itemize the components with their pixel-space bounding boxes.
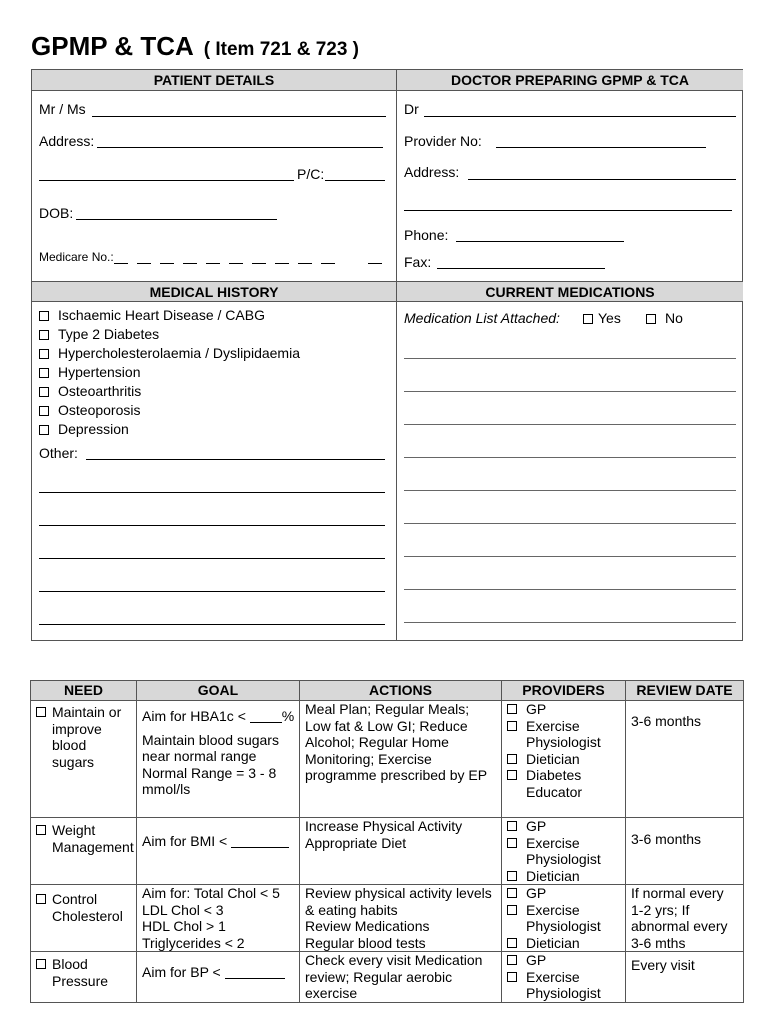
medicare-label: Medicare No.: xyxy=(39,250,114,264)
checkbox[interactable] xyxy=(507,821,517,831)
history-item-osteoarthritis[interactable]: Osteoarthritis xyxy=(39,383,141,399)
dob-field[interactable] xyxy=(76,219,277,220)
history-item-cholesterol[interactable]: Hypercholesterolaemia / Dyslipidaemia xyxy=(39,345,300,361)
table-row xyxy=(31,701,744,818)
other-field[interactable] xyxy=(86,459,385,460)
bp-field[interactable] xyxy=(225,978,285,979)
checkbox[interactable] xyxy=(507,704,517,714)
checkbox[interactable] xyxy=(36,894,46,904)
checkbox[interactable] xyxy=(507,955,517,965)
medication-line[interactable] xyxy=(404,457,736,458)
provider-option[interactable]: GP xyxy=(507,701,620,718)
review-cell: Every visit xyxy=(626,952,744,1003)
phone-field[interactable] xyxy=(456,241,624,242)
medication-line[interactable] xyxy=(404,424,736,425)
providers-cell xyxy=(502,952,626,1003)
goal-cell xyxy=(137,952,300,1003)
table-row xyxy=(31,952,744,1003)
provider-option[interactable]: Diabetes Educator xyxy=(507,767,620,800)
review-cell: 3-6 months xyxy=(626,701,744,818)
medication-line[interactable] xyxy=(404,490,736,491)
checkbox[interactable] xyxy=(39,425,49,435)
provider-option[interactable]: GP xyxy=(507,952,620,969)
doctor-address-line2-field[interactable] xyxy=(404,210,732,211)
history-item-diabetes[interactable]: Type 2 Diabetes xyxy=(39,326,159,342)
form-title-main: GPMP & TCA xyxy=(31,31,194,61)
checkbox[interactable] xyxy=(507,888,517,898)
patient-details-header: PATIENT DETAILS xyxy=(32,70,396,91)
actions-cell: Meal Plan; Regular Meals; Low fat & Low GI; Reduce Alcohol; Regular Home Monitoring; Exercise programme prescribed by EP xyxy=(300,701,502,818)
checkbox[interactable] xyxy=(39,368,49,378)
history-blank-line[interactable] xyxy=(39,591,385,592)
form-title-sub: ( Item 721 & 723 ) xyxy=(203,39,360,60)
provider-option[interactable]: Dietician xyxy=(507,751,620,768)
header-goal: GOAL xyxy=(137,681,300,701)
header-providers: PROVIDERS xyxy=(502,681,626,701)
provider-option[interactable]: GP xyxy=(507,818,620,835)
dob-label: DOB: xyxy=(39,205,74,221)
header-actions: ACTIONS xyxy=(300,681,502,701)
table-header-row xyxy=(31,681,744,701)
checkbox[interactable] xyxy=(39,330,49,340)
details-box xyxy=(31,69,743,641)
checkbox[interactable] xyxy=(39,311,49,321)
patient-address-field[interactable] xyxy=(97,147,383,148)
doctor-address-label: Address: xyxy=(404,164,460,180)
goal-details: Maintain blood sugars near normal range Normal Range = 3 - 8 mmol/ls xyxy=(142,731,279,797)
provider-option[interactable]: Exercise Physiologist xyxy=(507,969,620,1002)
need-option[interactable]: Control Cholesterol xyxy=(36,891,131,924)
patient-name-label: Mr / Ms xyxy=(39,101,86,117)
medication-list-label: Medication List Attached xyxy=(404,310,557,326)
checkbox[interactable] xyxy=(39,349,49,359)
checkbox[interactable] xyxy=(507,754,517,764)
providers-cell xyxy=(502,818,626,885)
doctor-name-label: Dr xyxy=(404,101,419,117)
history-blank-line[interactable] xyxy=(39,492,385,493)
need-cell xyxy=(31,818,137,885)
medication-no-option[interactable]: No xyxy=(646,310,683,326)
patient-address-label: Address: xyxy=(39,133,95,149)
checkbox[interactable] xyxy=(507,905,517,915)
providers-cell xyxy=(502,701,626,818)
fax-label: Fax: xyxy=(404,254,432,270)
goal-cell: Aim for HBA1c < % Maintain blood sugars near normal range Normal Range = 3 - 8 mmol/ls xyxy=(137,701,300,818)
goal-cell: Aim for: Total Chol < 5 LDL Chol < 3 HDL Chol > 1 Triglycerides < 2 xyxy=(137,885,300,952)
history-blank-line[interactable] xyxy=(39,525,385,526)
provider-option[interactable]: Exercise Physiologist xyxy=(507,902,620,935)
provider-option[interactable]: Exercise Physiologist xyxy=(507,718,620,751)
checkbox[interactable] xyxy=(39,387,49,397)
postcode-field[interactable] xyxy=(325,180,385,181)
fax-field[interactable] xyxy=(437,268,605,269)
actions-cell: Increase Physical Activity Appropriate Diet xyxy=(300,818,502,885)
review-cell: If normal every 1-2 yrs; If abnormal every 3-6 mths xyxy=(626,885,744,952)
provider-option[interactable]: Dietician xyxy=(507,935,620,952)
checkbox[interactable] xyxy=(36,825,46,835)
care-plan-table xyxy=(30,680,744,1003)
checkbox[interactable] xyxy=(646,314,656,324)
providers-cell xyxy=(502,885,626,952)
actions-cell: Check every visit Medication review; Regular aerobic exercise xyxy=(300,952,502,1003)
form-title xyxy=(31,30,359,62)
need-option[interactable]: Blood Pressure xyxy=(36,956,131,989)
history-blank-line[interactable] xyxy=(39,558,385,559)
doctor-header: DOCTOR PREPARING GPMP & TCA xyxy=(397,70,743,91)
doctor-address-field[interactable] xyxy=(468,179,736,180)
header-review-date: REVIEW DATE xyxy=(626,681,744,701)
checkbox[interactable] xyxy=(507,972,517,982)
checkbox[interactable] xyxy=(507,938,517,948)
medical-history-header: MEDICAL HISTORY xyxy=(32,281,396,302)
need-option[interactable]: Weight Management xyxy=(36,822,131,855)
checkbox[interactable] xyxy=(507,871,517,881)
patient-name-field[interactable] xyxy=(92,116,386,117)
history-blank-line[interactable] xyxy=(39,624,385,625)
checkbox[interactable] xyxy=(36,707,46,717)
history-item-ihd[interactable]: Ischaemic Heart Disease / CABG xyxy=(39,307,265,323)
postcode-label: P/C: xyxy=(297,166,325,182)
table-row xyxy=(31,818,744,885)
checkbox[interactable] xyxy=(507,770,517,780)
provider-number-field[interactable] xyxy=(496,147,706,148)
history-item-osteoporosis[interactable]: Osteoporosis xyxy=(39,402,140,418)
medication-line[interactable] xyxy=(404,523,736,524)
goal-aim-label: Aim for BP < xyxy=(142,964,221,980)
checkbox[interactable] xyxy=(36,959,46,969)
goal-aim-label: Aim for HBA1c < xyxy=(142,708,246,724)
current-medications-header: CURRENT MEDICATIONS xyxy=(397,281,743,302)
medication-line[interactable] xyxy=(404,391,736,392)
column-divider xyxy=(396,70,397,640)
need-cell xyxy=(31,885,137,952)
provider-option[interactable]: Dietician xyxy=(507,868,620,885)
medication-line[interactable] xyxy=(404,589,736,590)
need-cell xyxy=(31,952,137,1003)
hba1c-field[interactable] xyxy=(250,722,282,723)
doctor-name-field[interactable] xyxy=(424,116,736,117)
need-cell xyxy=(31,701,137,818)
medication-line[interactable] xyxy=(404,556,736,557)
medication-line[interactable] xyxy=(404,622,736,623)
actions-cell: Review physical activity levels & eating habits Review Medications Regular blood tests xyxy=(300,885,502,952)
goal-cell xyxy=(137,818,300,885)
medication-yes-option[interactable]: Yes xyxy=(583,310,621,326)
other-label: Other: xyxy=(39,445,78,461)
patient-address-line2-field[interactable] xyxy=(39,180,294,181)
provider-number-label: Provider No: xyxy=(404,133,482,149)
checkbox[interactable] xyxy=(507,721,517,731)
checkbox[interactable] xyxy=(39,406,49,416)
provider-option[interactable]: GP xyxy=(507,885,620,902)
need-option[interactable]: Maintain or improve blood sugars xyxy=(36,704,131,770)
table-row xyxy=(31,885,744,952)
header-need: NEED xyxy=(31,681,137,701)
bmi-field[interactable] xyxy=(231,847,289,848)
phone-label: Phone: xyxy=(404,227,449,243)
checkbox[interactable] xyxy=(583,314,593,324)
goal-aim-label: Aim for BMI < xyxy=(142,833,228,849)
review-cell: 3-6 months xyxy=(626,818,744,885)
medication-line[interactable] xyxy=(404,358,736,359)
history-item-depression[interactable]: Depression xyxy=(39,421,129,437)
checkbox[interactable] xyxy=(507,838,517,848)
history-item-hypertension[interactable]: Hypertension xyxy=(39,364,141,380)
medication-list-attached: Medication List Attached: xyxy=(404,310,560,326)
provider-option[interactable]: Exercise Physiologist xyxy=(507,835,620,868)
